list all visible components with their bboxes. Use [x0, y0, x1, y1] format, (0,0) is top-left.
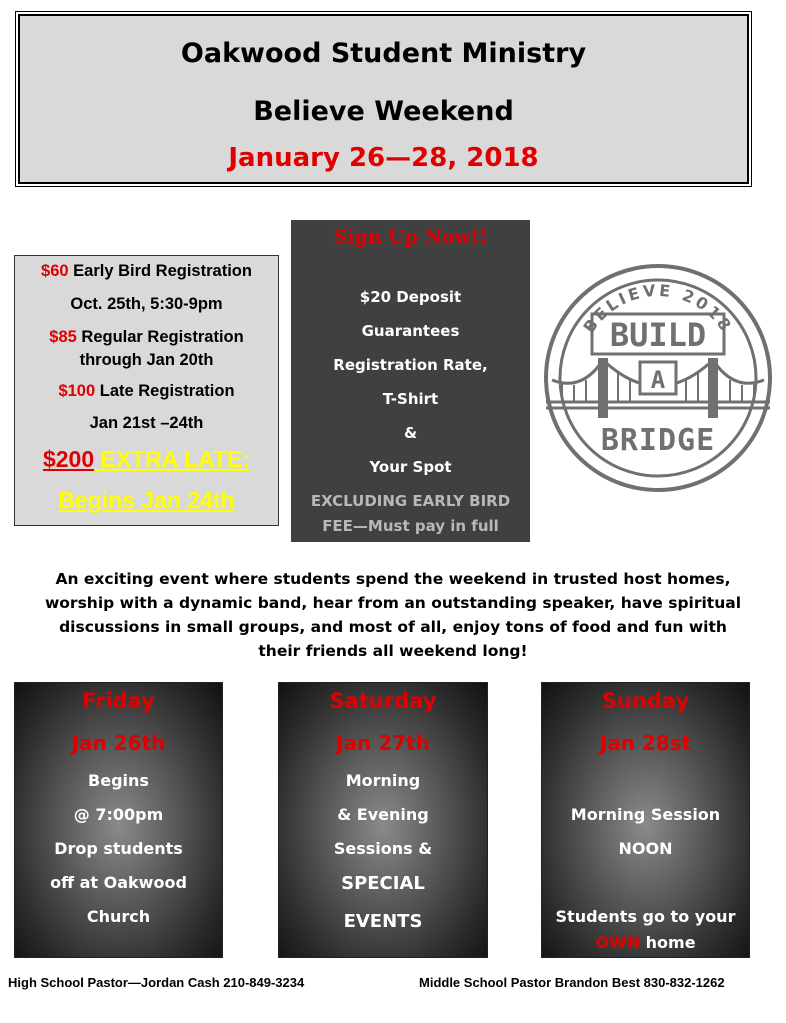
logo-word-bridge: BRIDGE — [600, 423, 716, 458]
event-title: Believe Weekend — [253, 96, 514, 127]
late-when: Jan 21st –24th — [89, 414, 204, 432]
day-detail: SPECIAL — [341, 873, 425, 894]
day-detail: Students go to your — [555, 907, 736, 926]
day-date: Jan 28st — [599, 731, 692, 755]
exclusion-line-2: FEE—Must pay in full — [322, 517, 499, 535]
extra-label: EXTRA LATE: — [94, 446, 251, 472]
day-date: Jan 26th — [71, 731, 166, 755]
regular-label: Regular Registration — [76, 328, 244, 346]
regular-price: $85 — [49, 328, 77, 346]
day-detail: & Evening — [337, 805, 429, 824]
event-description — [0, 567, 786, 663]
day-date: Jan 27th — [336, 731, 430, 755]
description-line: discussions in small groups, and most of all, enjoy tons of food and fun with — [59, 618, 727, 636]
amp-text: & — [403, 424, 418, 442]
extra-late-row — [15, 446, 278, 473]
early-price: $60 — [41, 262, 69, 280]
build-a-bridge-logo — [542, 262, 774, 494]
early-bird-row — [15, 262, 278, 281]
high-school-pastor-contact: High School Pastor—Jordan Cash 210-849-3234 — [8, 975, 305, 990]
day-detail: off at Oakwood — [50, 873, 187, 892]
header-banner — [18, 14, 749, 184]
event-dates: January 26—28, 2018 — [228, 143, 539, 173]
logo-top-text: BELIEVE 2018 — [579, 280, 737, 337]
deposit-text: $20 Deposit — [359, 288, 462, 306]
middle-school-pastor-contact: Middle School Pastor Brandon Best 830-832-1262 — [419, 975, 725, 990]
early-when: Oct. 25th, 5:30-9pm — [70, 295, 223, 313]
exclusion-line-1: EXCLUDING EARLY BIRD — [310, 492, 511, 510]
saturday-box — [278, 682, 488, 958]
day-detail: Begins — [88, 771, 149, 790]
rate-text: Registration Rate, — [333, 356, 488, 374]
guarantees-text: Guarantees — [361, 322, 460, 340]
extra-late-when-row — [15, 487, 278, 514]
signup-box — [291, 220, 530, 542]
day-name: Saturday — [329, 689, 437, 713]
regular-row — [15, 328, 278, 347]
friday-box — [14, 682, 223, 958]
late-label: Late Registration — [95, 382, 235, 400]
regular-when: through Jan 20th — [79, 351, 214, 369]
sunday-box — [541, 682, 750, 958]
ministry-title: Oakwood Student Ministry — [180, 38, 587, 69]
early-label: Early Bird Registration — [68, 262, 252, 280]
extra-price: $200 — [42, 446, 95, 472]
extra-when: Begins Jan 24th — [58, 487, 235, 513]
late-price: $100 — [58, 382, 96, 400]
logo-word-a: A — [650, 366, 666, 394]
signup-title: Sign Up Now!! — [333, 226, 488, 248]
day-detail: Church — [86, 907, 151, 926]
pricing-box — [14, 255, 279, 526]
late-row — [15, 382, 278, 401]
day-detail: Morning Session — [570, 805, 721, 824]
logo-word-build: BUILD — [609, 316, 707, 354]
home-word: home — [640, 933, 696, 952]
description-line: their friends all weekend long! — [258, 642, 528, 660]
day-detail: NOON — [618, 839, 673, 858]
day-detail: Drop students — [54, 839, 183, 858]
day-name: Friday — [82, 689, 155, 713]
day-detail: Morning — [345, 771, 421, 790]
spot-text: Your Spot — [369, 458, 452, 476]
description-line: An exciting event where students spend the weekend in trusted host homes, — [55, 570, 731, 588]
description-line: worship with a dynamic band, hear from an outstanding speaker, have spiritual — [44, 594, 742, 612]
logo-graphic — [542, 262, 774, 494]
day-detail: Sessions & — [333, 839, 433, 858]
tshirt-text: T-Shirt — [382, 390, 439, 408]
day-name: Sunday — [601, 689, 690, 713]
own-word: OWN — [595, 933, 641, 952]
day-detail-home — [542, 933, 749, 952]
day-detail: EVENTS — [343, 911, 423, 932]
day-detail: @ 7:00pm — [73, 805, 164, 824]
